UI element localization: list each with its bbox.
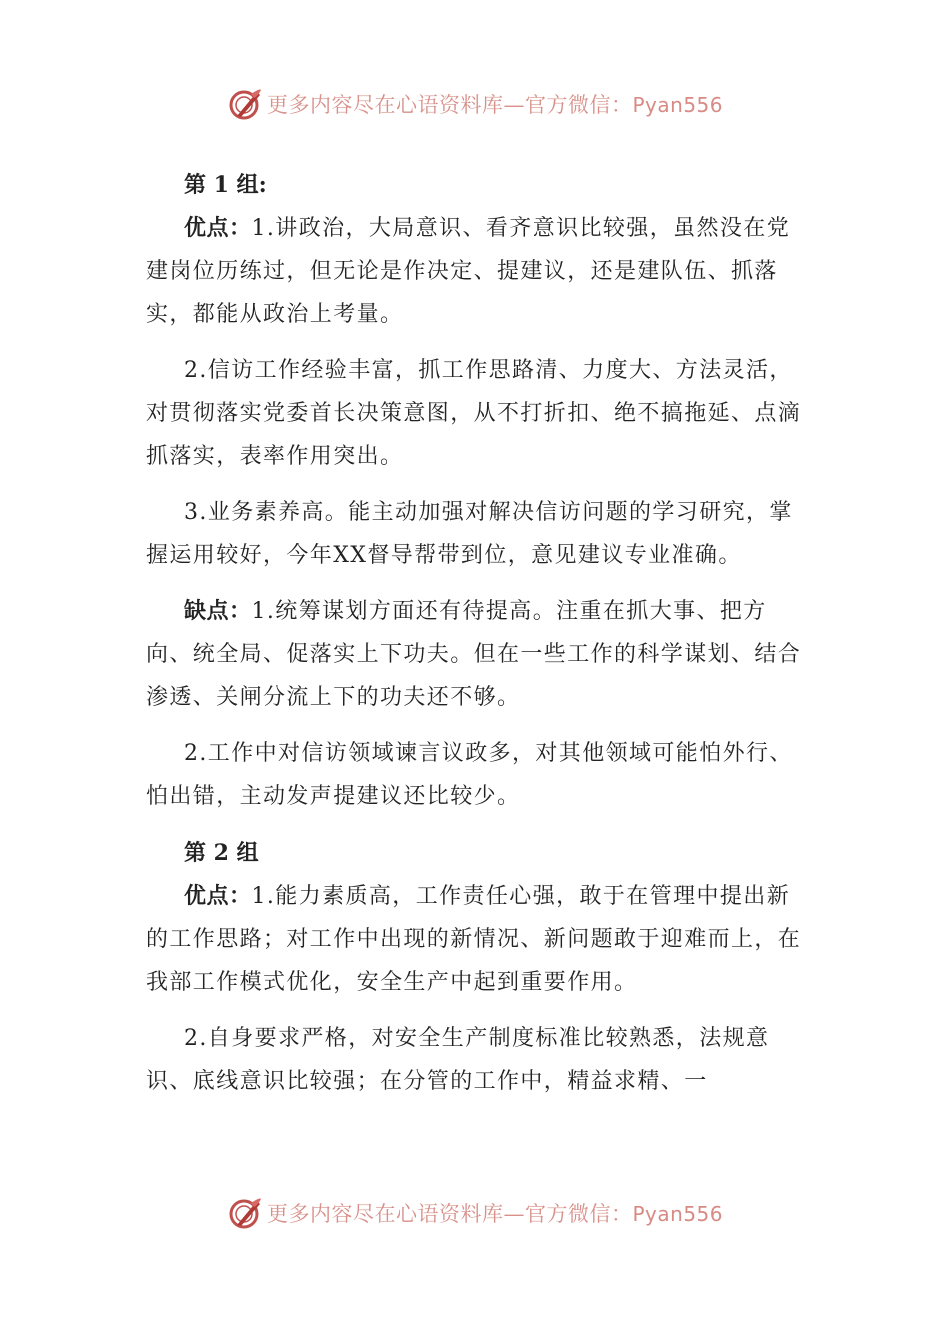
- group-1-weakness-1: 缺点：1.统筹谋划方面还有待提高。注重在抓大事、把方向、统全局、促落实上下功夫。但在一些工作的科学谋划、结合渗透、关闸分流上下的功夫还不够。: [146, 598, 802, 710]
- group-1-title: 第 1 组:: [184, 172, 267, 198]
- group-2-strength-1: 优点：1.能力素质高，工作责任心强，敢于在管理中提出新的工作思路；对工作中出现的新情况、新问题敢于迎难而上，在我部工作模式优化，安全生产中起到重要作用。: [146, 883, 802, 995]
- quill-logo-icon: [227, 86, 263, 122]
- watermark-banner-bottom: [0, 1193, 950, 1233]
- watermark-text: 更多内容尽在心语资料库—官方微信：Pyan556: [266, 93, 723, 117]
- group-1-strength-2: 2.信访工作经验丰富，抓工作思路清、力度大、方法灵活，对贯彻落实党委首长决策意图，从不打折扣、绝不搞拖延、点滴抓落实，表率作用突出。: [146, 358, 802, 469]
- group-1-weakness-2: 2.工作中对信访领域谏言议政多，对其他领域可能怕外行、怕出错，主动发声提建议还比较少。: [146, 741, 793, 809]
- watermark-id: Pyan556: [632, 1202, 723, 1226]
- quill-logo-icon: [227, 1195, 263, 1231]
- weakness-label: 缺点：: [184, 598, 252, 624]
- group-2-title: 第 2 组: [184, 840, 259, 866]
- group-1-strength-3: 3.业务素养高。能主动加强对解决信访问题的学习研究，掌握运用较好，今年XX督导帮带到位，意见建议专业准确。: [146, 500, 793, 568]
- document-body: [146, 163, 806, 1116]
- strength-label: 优点：: [184, 215, 252, 241]
- watermark-text: 更多内容尽在心语资料库—官方微信：Pyan556: [266, 1202, 723, 1226]
- watermark-banner-top: [0, 84, 950, 124]
- watermark-id: Pyan556: [632, 93, 723, 117]
- group-2-strength-2: 2.自身要求严格，对安全生产制度标准比较熟悉，法规意识、底线意识比较强；在分管的工作中，精益求精、一: [146, 1026, 770, 1094]
- group-1-strength-1: 优点：1.讲政治，大局意识、看齐意识比较强，虽然没在党建岗位历练过，但无论是作决定、提建议，还是建队伍、抓落实，都能从政治上考量。: [146, 215, 791, 327]
- strength-label: 优点：: [184, 883, 252, 909]
